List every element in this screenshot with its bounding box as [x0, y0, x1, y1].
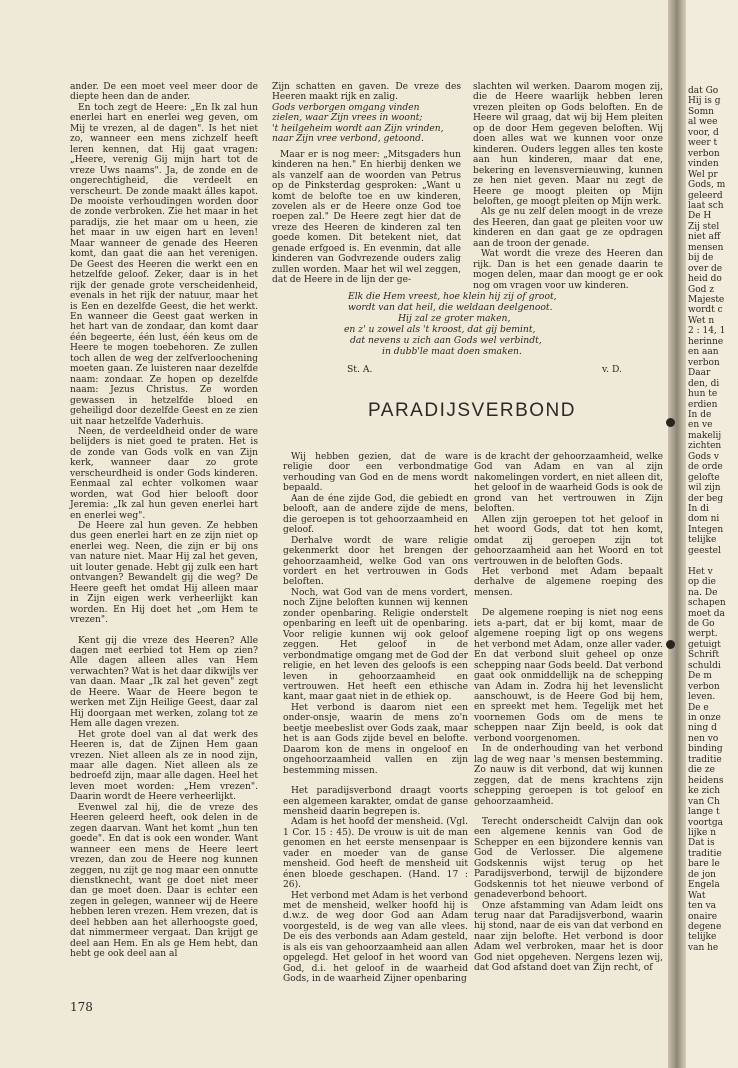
next-page-line: In di [688, 504, 709, 514]
signature-author: v. D. [602, 364, 622, 375]
next-page-line: schuldi [688, 660, 721, 671]
next-page-line: Majeste [688, 295, 725, 305]
closing-poem [342, 291, 652, 357]
next-page-line: Engela [688, 880, 720, 891]
next-page-line: Wat [688, 890, 706, 901]
next-page-line: moet da [688, 608, 725, 619]
next-page-line: weer t [688, 138, 718, 149]
next-page-line: Zij stel [688, 221, 720, 232]
next-page-line: ning d [688, 723, 717, 734]
paragraph: Het paradijsverbond draagt voorts een algemeen karakter, omdat de ganse mensheid daarin begrepen is. [283, 786, 468, 817]
next-page-line: mensen [688, 242, 724, 253]
next-page-line: der beg [688, 493, 724, 504]
paragraph: En toch zegt de Heere: „En Ik zal hun enerlei hart en enerlei weg geven, om Mij te vrezen, al de dagen". Is het niet zo, wanneer een mens zichzelf heeft leren kennen, dat Hij gaat vragen: „Heere, verenig Gij mijn hart tot de vreze Uws naams". Ja, de zonde en de ongerechtigheid, die verdeelt en verscheurt. De zonde maakt álles kapot. De mooiste verhoudingen worden door de zonde verbroken. Zie het maar in het paradijs, zie het maar om u heen, zie het maar in uw eigen hart en leven! Maar wanneer de genade des Heeren komt, dan gaat die aan het verenigen. De Geest des Heeren die werkt een en hetzelfde geloof. Zeker, daar is in het rijk der genade grote verscheidenheid, evenals in het rijk der natuur, maar het is Een en dezelfde Geest, die het werkt. En wanneer die Geest gaat werken in het hart van de zondaar, dan komt daar één begeerte, één lust, één keus om de Heere te mogen toebehoren. Ze zullen toch allen de weg der zelfverloochening moeten gaan. Ze luisteren naar dezelfde naam: zondaar. Ze hopen op dezelfde naam: Jezus Christus. Ze worden gewassen in hetzelfde bloed en geheiligd door dezelfde Geest en ze zien uit naar hetzelfde Vaderhuis. [70, 102, 258, 427]
next-page-line: Somn [688, 106, 714, 117]
next-page-line: Integen [688, 524, 724, 535]
next-page-line: Schrift [688, 650, 720, 661]
column-1 [70, 82, 258, 960]
paragraph: Kent gij die vreze des Heeren? Alle dagen met eerbied tot Hem op zien? Alle dagen alleen alles van Hem verwachten? Wat is het daar dikwijls ver van daan. Maar „Ik zal het geven" zegt de Heere. Waar de Heere begon te werken met Zijn Heilige Geest, daar zal Hij doorgaan met werken, zolang tot ze Hem alle dagen vrezen. [70, 635, 258, 730]
next-page-line: van Ch [688, 796, 720, 807]
paragraph: Noch, wat God van de mens vordert, noch Zijne beloften kunnen wij kennen zonder openbaring. Religie onderstelt openbaring en leeft uit de openbaring. Voor religie kunnen wij ook geloof zeggen. Het geloof in de verbondmatige omgang met de God der religie, en het leven des geloofs is een leven in gehoorzaamheid en vertrouwen. Het heeft een ethische kant, maar gaat niet in de ethiek op. [283, 587, 468, 703]
paragraph: Als ge nu zelf delen moogt in de vreze des Heeren, dan gaat ge pleiten voor uw kinderen en dan gaat ge ze opdragen aan de troon der genade. [473, 207, 663, 249]
next-page-line: lange t [688, 807, 720, 818]
paragraph: Wat wordt die vreze des Heeren dan rijk. Dan is het een genade daarin te mogen delen, maar dan moogt ge er ook nog om vragen voor uw kinderen. [473, 249, 663, 291]
next-page-line: Wel pr [688, 169, 718, 180]
next-page-line: al wee [688, 117, 718, 128]
paragraph: Evenwel zal hij, die de vreze des Heeren geleerd heeft, ook delen in de zegen daarvan. Want het komt „hun ten goede". En dat is ook een wonder. Want wanneer een mens de Heere leert vrezen, dan zou de Heere nog kunnen zeggen, nu zijt ge nog maar een onnutte dienstknecht, want ge doet niet meer dan ge moet doen. Daar is echter een zegen in gelegen, wanneer wij de Heere hebben leren vrezen. Hem vrezen, dat is deel hebben aan het allerhoogste goed, dat nimmermeer vergaat. Dan krijgt ge deel aan Hem. En als ge Hem hebt, dan hebt ge ook deel aan al [70, 802, 258, 960]
next-page-line: geestel [688, 545, 721, 556]
poem-line: Hij zal ze groter maken, [398, 313, 511, 324]
poem-line: dat nevens u zich aan Gods wel verbindt, [350, 335, 542, 346]
poem-line: in dubb'le maat doen smaken. [382, 346, 522, 357]
binding-gutter [668, 0, 688, 1068]
next-page-line: vinden [688, 159, 719, 170]
article-title: PARADIJSVERBOND [368, 400, 576, 421]
next-page-line: leven. [688, 692, 716, 703]
paragraph: slachten wil werken. Daarom mogen zij, die de Heere waarlijk hebben leren vrezen pleiten op Gods beloften. En de Heere wil graag, dat wij bij Hem pleiten op de door Hem gegeven beloften. Wij doen alles wat we kunnen voor onze kinderen. Ouders leggen alles ten koste aan hun kinderen, maar dat ene, bekering en levensvernieuwing, kunnen ze hen niet geven. Maar nu zegt de Heere ge moogt pleiten op Mijn beloften, ge moogt pleiten op Mijn werk. [473, 82, 663, 207]
next-page-line: getuigt [688, 639, 721, 650]
next-page-line: gelofte [688, 472, 720, 483]
next-page-line: herinne [688, 336, 724, 347]
paragraph: De algemene roeping is niet nog eens iets a-part, dat er bij komt, maar de algemene roeping ligt op ons wegens het verbond met Adam, onze aller vader. En dat verbond sluit geheel op onze schepping naar Gods beeld. Dat verbond gaat ook onmiddellijk na de schepping van Adam in. Zodra hij het levenslicht aanschouwt, is de Heere God bij hem, en spreekt met hem. Tegelijk met het voornemen Gods om de mens te scheppen naar Zijn beeld, is ook dat verbond voorgenomen. [474, 608, 663, 744]
next-page-line: binding [688, 744, 723, 755]
quote-line: zielen, waar Zijn vrees in woont; [272, 113, 423, 124]
next-page-line: Wet n [688, 315, 715, 326]
next-page-line: Dat is [688, 838, 715, 849]
next-page-line: verbon [688, 681, 720, 692]
next-page-line: lijke n [688, 827, 716, 838]
next-page-line: dom ni [688, 514, 720, 525]
next-page-line: voortga [688, 817, 723, 828]
paragraph: De Heere zal hun geven. Ze hebben dus geen enerlei hart en ze zijn niet op enerlei weg. Neen, die zijn er bij ons van nature niet. Maar Hij zal het geven, uit louter genade. Hebt gij zulk een hart ontvangen? Bewandelt gij die weg? De Heere geeft het omdat Hij alleen maar in Zijn eigen werk verheerlijkt kan worden. En Hij doet het „om Hem te vrezen". [70, 521, 258, 626]
next-page-line: op die [688, 577, 717, 588]
paragraph: Het verbond is daarom niet een onder-onsje, waarin de mens zo'n beetje meebeslist over Gods zaak, maar het is aan Gods zijde bevel en belofte. Daarom kon de mens in ongeloof en ongehoorzaamheid vallen en zijn bestemming missen. [283, 702, 468, 776]
next-page-line: werpt. [688, 629, 718, 640]
next-page-line: van he [688, 942, 719, 953]
paragraph: Adam is het hoofd der mensheid. (Vgl. 1 Cor. 15 : 45). De vrouw is uit de man genomen en het eerste mensenpaar is vader en moeder van de ganse mensheid. God heeft de mensheid uit énen bloede geschapen. (Hand. 17 : 26). [283, 817, 468, 891]
next-page-line: Hij is g [688, 96, 721, 107]
next-page-line: in onze [688, 713, 721, 723]
poem-line: en z' u zowel als 't kroost, dat gij bemint, [344, 324, 536, 335]
next-page-line: heidens [688, 775, 724, 786]
paragraph: Onze afstamming van Adam leidt ons terug naar dat Paradijsverbond, waarin hij stond, naar de eis van dat verbond en naar zijn belofte. Het verbond is door Adam wel verbroken, maar het is door God niet opgeheven. Nergens lezen wij, dat God afstand doet van Zijn recht, of [474, 900, 663, 974]
paragraph: Allen zijn geroepen tot het geloof in het woord Gods, dat tot hen komt, omdat zij geroepen zijn tot gehoorzaamheid aan het Woord en tot vertrouwen in de beloften Gods. [474, 514, 663, 567]
paragraph: Aan de éne zijde God, die gebiedt en belooft, aan de andere zijde de mens, die geroepen is tot gehoorzaamheid en geloof. [283, 493, 468, 536]
next-page-line: schapen [688, 598, 726, 609]
next-page-line: God z [688, 284, 714, 295]
poem-line: Elk die Hem vreest, hoe klein hij zij of groot, [348, 291, 557, 302]
quote-line: naar Zijn vree verbond, getoond. [272, 134, 424, 145]
next-page-line: heid do [688, 274, 722, 285]
paragraph: Wij hebben gezien, dat de ware religie door een verbondmatige verhouding van God en de mens wordt bepaald. [283, 452, 468, 494]
paragraph: Derhalve wordt de ware religie gekenmerkt door het brengen der gehoorzaamheid, welke God van ons vordert en het vertrouwen in Gods beloften. [283, 535, 468, 588]
next-page-line: telijke [688, 932, 717, 943]
next-page-line: na. De [688, 587, 718, 598]
paragraph: Het grote doel van al dat werk des Heeren is, dat de Zijnen Hem gaan vrezen. Niet alleen als ze in nood zijn, maar alle dagen. Niet alleen als ze bedroefd zijn, maar alle dagen. Heel het leven moet worden: „Hem vrezen". Daarin wordt de Heere verheerlijkt. [70, 729, 258, 803]
staple-hole [666, 418, 675, 427]
next-page-line: De H [688, 211, 712, 222]
paragraph: Terecht onderscheidt Calvijn dan ook een algemene kennis van God de Schepper en een bijzondere kennis van God de Verlosser. Die algemene Godskennis wijst terug op het Paradijsverbond, terwijl de bijzondere Godskennis tot het nieuwe verbond of genadeverbond behoort. [474, 816, 663, 901]
poem-line: wordt van dat heil, die weldaan deelgenoot. [348, 302, 553, 313]
paragraph: Het verbond met Adam bepaalt derhalve de algemene roeping des mensen. [474, 566, 663, 598]
paragraph: ander. De een moet veel meer door de diepte heen dan de ander. [70, 82, 258, 103]
next-page-line: laat sch [688, 200, 724, 211]
next-page-edge [686, 0, 738, 1068]
next-page-line: zichten [688, 441, 722, 452]
paragraph: Het verbond met Adam is het verbond met de mensheid, welker hoofd hij is d.w.z. de weg door God aan Adam voorgesteld, is de weg van alle vlees. De eis des verbonds aan Adam gesteld, is als eis van gehoorzaamheid aan allen opgelegd. Het geloof in het woord van God, d.i. het geloof in de waarheid Gods, in de waarheid Zijner openbaring [283, 890, 468, 985]
next-page-line: die ze [688, 765, 715, 776]
next-page-line: De e [688, 702, 709, 713]
column-3 [473, 82, 663, 291]
next-page-line: traditie [688, 754, 722, 765]
next-page-line: bij de [688, 253, 714, 264]
next-page-line: erdien [688, 399, 718, 410]
quote-line: Gods verborgen omgang vinden [272, 102, 420, 113]
column-2 [272, 82, 461, 286]
next-page-line: wil zijn [688, 483, 721, 494]
next-page-line: traditie [688, 848, 722, 859]
next-page-line: en aan [688, 347, 719, 358]
paragraph: Zijn schatten en gaven. De vreze des Heeren maakt rijk en zalig. [272, 82, 461, 103]
next-page-line: over de [688, 263, 723, 274]
next-page-line: niet aff [688, 232, 721, 243]
next-page-line: Daar [688, 368, 711, 379]
next-page-line: wordt c [688, 305, 723, 316]
next-page-line: telijke [688, 535, 717, 546]
paragraph: In de onderhouding van het verbond lag de weg naar 's mensen bestemming. Zo nauw is dit verbond, dat wij kunnen zeggen, dat de mens krachtens zijn schepping geroepen is tot geloof en gehoorzaamheid. [474, 744, 663, 807]
next-page-line: Het v [688, 566, 713, 577]
next-page-line: verbon [688, 357, 720, 368]
next-page-line: onaire [688, 911, 718, 922]
next-page-line: makelij [688, 430, 722, 441]
staple-hole [666, 640, 675, 649]
column-4 [283, 452, 468, 985]
next-page-line: verbon [688, 148, 720, 159]
next-page-line: dat Go [688, 86, 719, 96]
next-page-line: Gods v [688, 451, 719, 462]
page-number: 178 [70, 1000, 93, 1014]
next-page-line: Gods, m [688, 180, 726, 191]
paragraph: Maar er is nog meer: „Mitsgaders hun kinderen na hen." En hierbij denken we als vanzelf aan de woorden van Petrus op de Pinksterdag gesproken: „Want u komt de belofte toe en uw kinderen, zovelen als er de Heere onze God toe roepen zal." De Heere zegt hier dat de vreze des Heeren de kinderen zal ten goede komen. Dit betekent niet, dat genade erfgoed is. En evenmin, dat alle kinderen van Godvrezende ouders zalig zullen worden. Maar het wil wel zeggen, dat de Heere in de lijn der ge- [272, 149, 461, 286]
next-page-line: 2 : 14, 1 [688, 326, 726, 337]
next-page-line: en ve [688, 420, 713, 431]
next-page-line: voor, d [688, 127, 719, 138]
paragraph: is de kracht der gehoorzaamheid, welke God van Adam en van al zijn nakomelingen vordert, en niet alleen dit, het geloof in de waarheid Gods is ook de grond van het vertrouwen in Zijn beloften. [474, 452, 663, 515]
next-page-line: ke zich [688, 786, 721, 797]
quote-line: 't heilgeheim wordt aan Zijn vrinden, [272, 123, 444, 134]
next-page-line: de jon [688, 869, 716, 880]
next-page-line: hun te [688, 389, 718, 400]
paragraph: Neen, de verdeeldheid onder de ware belijders is niet goed te praten. Het is de zonde van Gods volk en van Zijn kerk, wanneer daar zo grote verscheurdheid is onder Gods kinderen. Eenmaal zal echter volkomen waar worden, wat God hier belooft door Jeremia: „Ik zal hun geven enerlei hart en enerlei weg". [70, 426, 258, 521]
next-page-line: geleerd [688, 190, 723, 201]
next-page-line: ten va [688, 901, 717, 912]
next-page-line: degene [688, 922, 722, 932]
next-page-line: De m [688, 671, 712, 682]
psalm-quote [272, 103, 461, 145]
next-page-line: den, di [688, 378, 720, 389]
next-page-line: de orde [688, 462, 723, 473]
next-page-line: In de [688, 409, 712, 420]
signature-place: St. A. [347, 364, 373, 375]
next-page-line: nen vo [688, 733, 719, 744]
next-page-line: bare le [688, 859, 720, 870]
column-5 [474, 452, 663, 974]
next-page-line: de Go [688, 618, 715, 629]
